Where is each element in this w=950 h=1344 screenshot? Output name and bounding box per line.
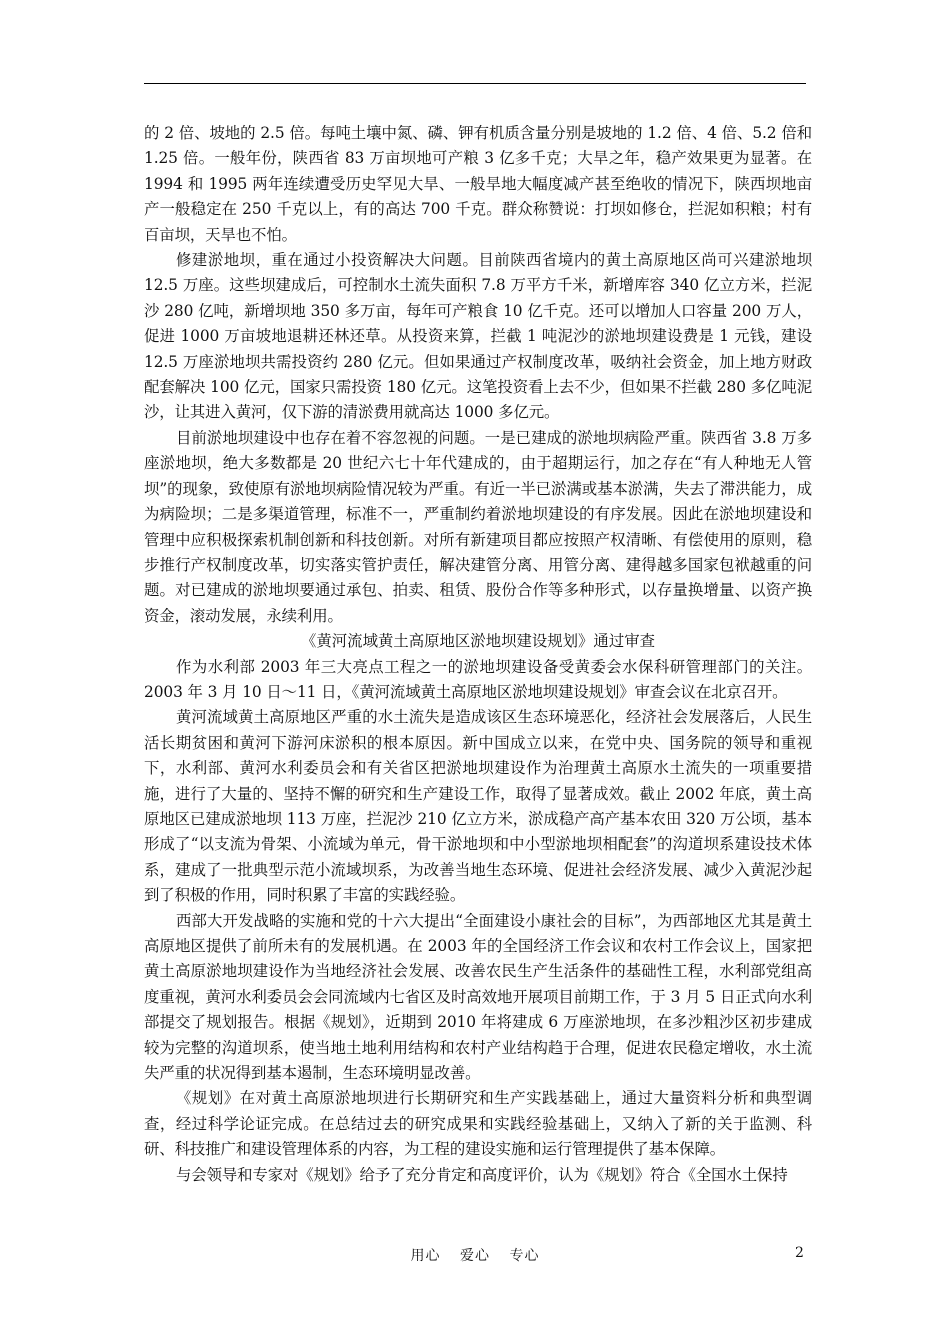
paragraph-2: 修建淤地坝，重在通过小投资解决大问题。目前陕西省境内的黄土高原地区尚可兴建淤地坝 12.5 万座。这些坝建成后，可控制水土流失面积 7.8 万平方千米，新增库容 340 亿立方米，拦泥沙 280 亿吨，新增坝地 350 多万亩，每年可产粮食 10 亿千克。还可以增加人口容量 200 万人，促进 1000 万亩坡地退耕还林还草。从投资来算，拦截 1 吨泥沙的淤地坝建设费是 1 元钱，建设 12.5 万座淤地坝共需投资约 280 亿元。但如果通过产权制度改革，吸纳社会资金，加上地方财政配套解决 100 亿元，国家只需投资 180 亿元。这笔投资看上去不少，但如果不拦截 280 多亿吨泥沙，让其进入黄河，仅下游的清淤费用就高达 1000 多亿元。	[144, 251, 812, 422]
paragraph-5: 黄河流域黄土高原地区严重的水土流失是造成该区生态环境恶化，经济社会发展落后，人民生活长期贫困和黄河下游河床淤积的根本原因。新中国成立以来，在党中央、国务院的领导和重视下，水利部、黄河水利委员会和有关省区把淤地坝建设作为治理黄土高原水土流失的一项重要措施，进行了大量的、坚持不懈的研究和生产建设工作，取得了显著成效。截止 2002 年底，黄土高原地区已建成淤地坝 113 万座，拦泥沙 210 亿立方米，淤成稳产高产基本农田 320 万公顷，基本形成了“以支流为骨架、小流域为单元，骨干淤地坝和中小型淤地坝相配套”的沟道坝系建设技术体系，建成了一批典型示范小流域坝系，为改善当地生态环境、促进社会经济发展、减少入黄泥沙起到了积极的作用，同时积累了丰富的实践经验。	[144, 708, 812, 905]
footer-motto: 用心 爱心 专心	[410, 1248, 540, 1264]
paragraph-8: 与会领导和专家对《规划》给予了充分肯定和高度评价，认为《规划》符合《全国水土保持	[176, 1165, 788, 1184]
paragraph-3: 目前淤地坝建设中也存在着不容忽视的问题。一是已建成的淤地坝病险严重。陕西省 3.8 万多座淤地坝，绝大多数都是 20 世纪六七十年代建成的，由于超期运行，加之存在“有人种地无人管坝”的现象，致使原有淤地坝病险情况较为严重。有近一半已淤满或基本淤满，失去了滞洪能力，成为病险坝；二是多渠道管理，标准不一，严重制约着淤地坝建设的有序发展。因此在淤地坝建设和管理中应积极探索机制创新和科技创新。对所有新建项目都应按照产权清晰、有偿使用的原则，稳步推行产权制度改革，切实落实管护责任，解决建管分离、用管分离、建得越多国家包袱越重的问题。对已建成的淤地坝要通过承包、拍卖、租赁、股份合作等多种形式，以存量换增量、以资产换资金，滚动发展，永续利用。	[144, 428, 812, 625]
body-text	[144, 121, 812, 1188]
paragraph-1: 的 2 倍、坡地的 2.5 倍。每吨土壤中氮、磷、钾有机质含量分别是坡地的 1.2 倍、4 倍、5.2 倍和 1.25 倍。一般年份，陕西省 83 万亩坝地可产粮 3 亿多千克；大旱之年，稳产效果更为显著。在 1994 和 1995 两年连续遭受历史罕见大旱、一般旱地大幅度减产甚至绝收的情况下，陕西坝地亩产一般稳定在 250 千克以上，有的高达 700 千克。群众称赞说：打坝如修仓，拦泥如积粮；村有百亩坝，天旱也不怕。	[144, 124, 812, 244]
page-number: 2	[795, 1245, 804, 1261]
paragraph-4: 作为水利部 2003 年三大亮点工程之一的淤地坝建设备受黄委会水保科研管理部门的关注。2003 年 3 月 10 日～11 日，《黄河流域黄土高原地区淤地坝建设规划》审查会议在北京召开。	[144, 657, 812, 701]
section-title: 《黄河流域黄土高原地区淤地坝建设规划》通过审查	[301, 632, 655, 651]
page-footer	[0, 1245, 950, 1269]
paragraph-6: 西部大开发战略的实施和党的十六大提出“全面建设小康社会的目标”，为西部地区尤其是黄土高原地区提供了前所未有的发展机遇。在 2003 年的全国经济工作会议和农村工作会议上，国家把黄土高原淤地坝建设作为当地经济社会发展、改善农民生产生活条件的基础性工程，水利部党组高度重视，黄河水利委员会会同流域内七省区及时高效地开展项目前期工作，于 3 月 5 日正式向水利部提交了规划报告。根据《规划》，近期到 2010 年将建成 6 万座淤地坝，在多沙粗沙区初步建成较为完整的沟道坝系，使当地土地利用结构和农村产业结构趋于合理，促进农民稳定增收，水土流失严重的状况得到基本遏制，生态环境明显改善。	[144, 911, 812, 1083]
header-rule	[144, 83, 806, 84]
paragraph-7: 《规划》在对黄土高原淤地坝进行长期研究和生产实践基础上，通过大量资料分析和典型调查，经过科学论证完成。在总结过去的研究成果和实践经验基础上，又纳入了新的关于监测、科研、科技推广和建设管理体系的内容，为工程的建设实施和运行管理提供了基本保障。	[144, 1089, 812, 1159]
